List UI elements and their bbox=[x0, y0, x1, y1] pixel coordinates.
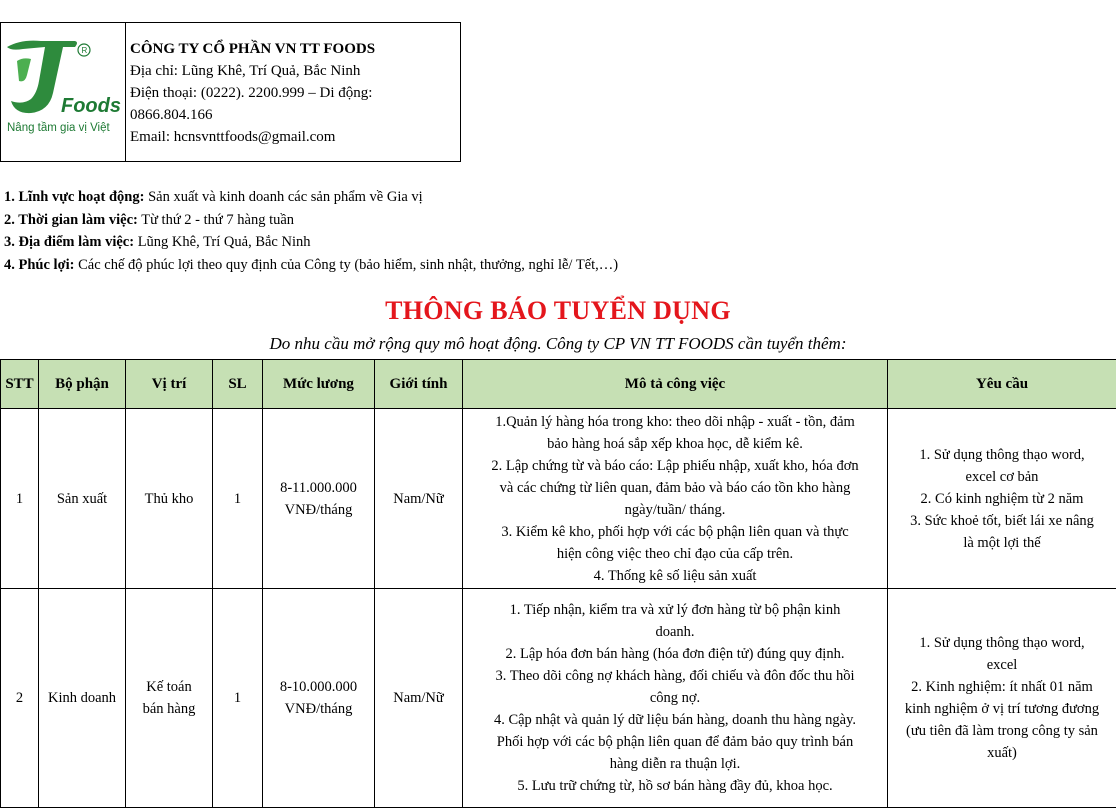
cell-description: 1.Quản lý hàng hóa trong kho: theo dõi nhập - xuất - tồn, đảm bảo hàng hoá sắp xếp khoa học, dễ kiểm kê. 2. Lập chứng từ và báo cáo: Lập phiếu nhập, xuất kho, hóa đơn và các chứng từ liên quan, đảm bảo và báo cáo tồn kho hàng ngày/tuần/ tháng. 3. Kiểm kê kho, phối hợp với các bộ phận liên quan và thực hiện công việc theo chỉ đạo của cấp trên. 4. Thống kê số liệu sản xuất bbox=[463, 409, 888, 589]
header-quantity: SL bbox=[213, 360, 263, 409]
tt-foods-logo-icon bbox=[1, 23, 125, 123]
table-row bbox=[1, 589, 1116, 808]
cell-quantity: 1 bbox=[213, 409, 263, 589]
company-mobile: 0866.804.166 bbox=[130, 104, 460, 126]
header-salary: Mức lương bbox=[263, 360, 375, 409]
header-position: Vị trí bbox=[126, 360, 213, 409]
cell-description: 1. Tiếp nhận, kiểm tra và xử lý đơn hàng từ bộ phận kinh doanh. 2. Lập hóa đơn bán hàng (hóa đơn điện tử) đúng quy định. 3. Theo dõi công nợ khách hàng, đối chiếu và đôn đốc thu hồi công nợ. 4. Cập nhật và quản lý dữ liệu bán hàng, doanh thu hàng ngày. Phối hợp với các bộ phận liên quan để đảm bảo quy trình bán hàng diễn ra thuận lợi. 5. Lưu trữ chứng từ, hồ sơ bán hàng đầy đủ, khoa học. bbox=[463, 589, 888, 808]
cell-salary: 8-11.000.000 VNĐ/tháng bbox=[263, 409, 375, 589]
general-info bbox=[4, 186, 618, 276]
cell-gender: Nam/Nữ bbox=[375, 409, 463, 589]
company-logo bbox=[1, 23, 126, 161]
page-title: THÔNG BÁO TUYỂN DỤNG bbox=[0, 296, 1116, 326]
table-row bbox=[1, 409, 1116, 589]
svg-text:R: R bbox=[82, 46, 88, 55]
company-email: Email: hcnsvnttfoods@gmail.com bbox=[130, 126, 460, 148]
cell-position: Kế toán bán hàng bbox=[126, 589, 213, 808]
cell-requirements: 1. Sử dụng thông thạo word, excel 2. Kinh nghiệm: ít nhất 01 năm kinh nghiệm ở vị trí tương đương (ưu tiên đã làm trong công ty sản xuất) bbox=[888, 589, 1116, 808]
svg-text:Foods: Foods bbox=[61, 95, 121, 117]
jobs-table bbox=[0, 359, 1116, 808]
company-name: CÔNG TY CỔ PHẦN VN TT FOODS bbox=[130, 38, 460, 60]
cell-position: Thủ kho bbox=[126, 409, 213, 589]
cell-department: Sản xuất bbox=[39, 409, 126, 589]
cell-stt: 2 bbox=[1, 589, 39, 808]
header-stt: STT bbox=[1, 360, 39, 409]
company-header bbox=[0, 22, 461, 162]
company-slogan: Nâng tầm gia vị Việt bbox=[7, 122, 110, 134]
page-subtitle: Do nhu cầu mở rộng quy mô hoạt động. Công ty CP VN TT FOODS cần tuyển thêm: bbox=[0, 334, 1116, 354]
cell-salary: 8-10.000.000 VNĐ/tháng bbox=[263, 589, 375, 808]
info-line-field: 1. Lĩnh vực hoạt động: Sản xuất và kinh doanh các sản phẩm về Gia vị bbox=[4, 186, 618, 209]
header-gender: Giới tính bbox=[375, 360, 463, 409]
cell-department: Kinh doanh bbox=[39, 589, 126, 808]
table-header-row bbox=[1, 360, 1116, 409]
header-description: Mô tả công việc bbox=[463, 360, 888, 409]
cell-requirements: 1. Sử dụng thông thạo word, excel cơ bản 2. Có kinh nghiệm từ 2 năm 3. Sức khoẻ tốt, biết lái xe nâng là một lợi thế bbox=[888, 409, 1116, 589]
company-address: Địa chỉ: Lũng Khê, Trí Quả, Bắc Ninh bbox=[130, 60, 460, 82]
info-line-hours: 2. Thời gian làm việc: Từ thứ 2 - thứ 7 hàng tuần bbox=[4, 209, 618, 232]
cell-stt: 1 bbox=[1, 409, 39, 589]
info-line-location: 3. Địa điểm làm việc: Lũng Khê, Trí Quả, Bắc Ninh bbox=[4, 231, 618, 254]
cell-gender: Nam/Nữ bbox=[375, 589, 463, 808]
cell-quantity: 1 bbox=[213, 589, 263, 808]
header-requirements: Yêu cầu bbox=[888, 360, 1116, 409]
company-info bbox=[126, 23, 460, 161]
info-line-benefits: 4. Phúc lợi: Các chế độ phúc lợi theo quy định của Công ty (bảo hiểm, sinh nhật, thưởng, nghỉ lễ/ Tết,…) bbox=[4, 254, 618, 277]
header-department: Bộ phận bbox=[39, 360, 126, 409]
company-phone: Điện thoại: (0222). 2200.999 – Di động: bbox=[130, 82, 460, 104]
